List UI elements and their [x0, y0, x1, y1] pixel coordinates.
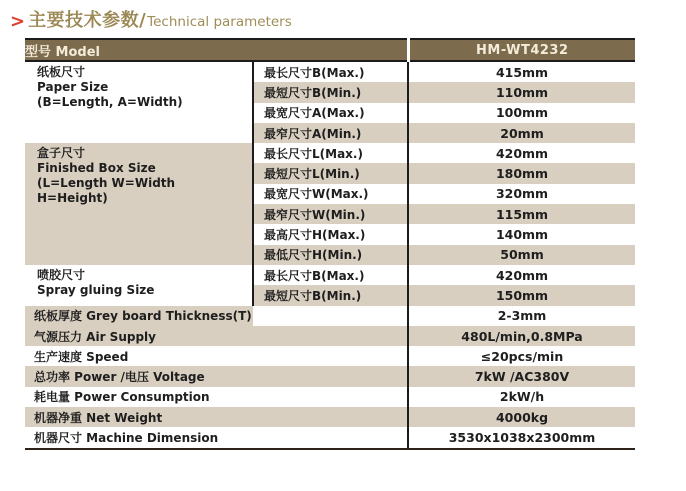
- param-name-cell: 最窄尺寸A(Min.): [253, 123, 408, 143]
- table-header-row: [25, 39, 635, 61]
- model-header-value: HM-WT4232: [408, 39, 635, 61]
- param-label-cell: 总功率 Power /电压 Voltage: [25, 366, 408, 386]
- title-zh: 主要技术参数/: [28, 10, 147, 31]
- empty-cell: [253, 306, 408, 326]
- group-label-line: 纸板尺寸: [37, 65, 86, 79]
- group-label-line: Paper Size: [37, 80, 109, 94]
- group-label-line: Spray gluing Size: [37, 282, 155, 297]
- param-label-cell: 耗电量 Power Consumption: [25, 387, 408, 407]
- table-row: [25, 326, 635, 346]
- parameters-table: [25, 38, 635, 450]
- param-value-cell: 480L/min,0.8MPa: [408, 326, 635, 346]
- param-name-cell: 最宽尺寸A(Max.): [253, 103, 408, 123]
- param-value-cell: 110mm: [408, 82, 635, 102]
- page-title: [10, 6, 292, 32]
- param-name-cell: 最短尺寸L(Min.): [253, 163, 408, 183]
- group-label-line: 喷胶尺寸: [37, 267, 86, 282]
- table-row: [25, 306, 635, 326]
- table-row: [25, 366, 635, 386]
- table-row: [25, 346, 635, 366]
- group-label-line: Finished Box Size: [37, 161, 156, 176]
- param-value-cell: 150mm: [408, 285, 635, 305]
- param-label-cell: 生产速度 Speed: [25, 346, 408, 366]
- group-label-line: H=Height): [37, 191, 108, 206]
- param-name-cell: 最宽尺寸W(Max.): [253, 184, 408, 204]
- param-label-cell: 纸板厚度 Grey board Thickness(T): [25, 306, 253, 326]
- group-label-line: 盒子尺寸: [37, 146, 86, 161]
- group-cell-paper-size: [25, 61, 253, 143]
- param-value-cell: 7kW /AC380V: [408, 366, 635, 386]
- table-row: [25, 61, 635, 82]
- group-label-line: (B=Length, A=Width): [37, 95, 183, 109]
- param-value-cell: 415mm: [408, 61, 635, 82]
- param-name-cell: 最短尺寸B(Min.): [253, 82, 408, 102]
- param-value-cell: 140mm: [408, 224, 635, 244]
- param-value-cell: 100mm: [408, 103, 635, 123]
- chevron-right-icon: >: [10, 11, 26, 32]
- group-label-line: (L=Length W=Width: [37, 176, 176, 191]
- param-value-cell: 20mm: [408, 123, 635, 143]
- param-value-cell: ≤20pcs/min: [408, 346, 635, 366]
- param-name-cell: 最低尺寸H(Min.): [253, 245, 408, 265]
- model-header-label: 型号 Model: [25, 39, 408, 61]
- param-name-cell: 最长尺寸B(Max.): [253, 265, 408, 285]
- param-name-cell: 最高尺寸H(Max.): [253, 224, 408, 244]
- param-value-cell: 420mm: [408, 265, 635, 285]
- param-name-cell: 最长尺寸L(Max.): [253, 143, 408, 163]
- table-row: [25, 387, 635, 407]
- param-value-cell: 50mm: [408, 245, 635, 265]
- param-value-cell: 180mm: [408, 163, 635, 183]
- param-value-cell: 420mm: [408, 143, 635, 163]
- param-label-cell: 气源压力 Air Supply: [25, 326, 408, 346]
- group-cell-spray-size: [25, 265, 253, 306]
- param-value-cell: 320mm: [408, 184, 635, 204]
- param-value-cell: 2-3mm: [408, 306, 635, 326]
- param-label-cell: 机器尺寸 Machine Dimension: [25, 427, 408, 448]
- table-row: [25, 143, 635, 163]
- param-value-cell: 115mm: [408, 204, 635, 224]
- param-value-cell: 2kW/h: [408, 387, 635, 407]
- title-en: Technical parameters: [147, 14, 292, 30]
- table-row: [25, 407, 635, 427]
- param-label-cell: 机器净重 Net Weight: [25, 407, 408, 427]
- table-row: [25, 427, 635, 448]
- param-name-cell: 最窄尺寸W(Min.): [253, 204, 408, 224]
- group-cell-box-size: [25, 143, 253, 265]
- table-row: [25, 265, 635, 285]
- param-value-cell: 3530x1038x2300mm: [408, 427, 635, 448]
- param-name-cell: 最长尺寸B(Max.): [253, 61, 408, 82]
- param-name-cell: 最短尺寸B(Min.): [253, 285, 408, 305]
- param-value-cell: 4000kg: [408, 407, 635, 427]
